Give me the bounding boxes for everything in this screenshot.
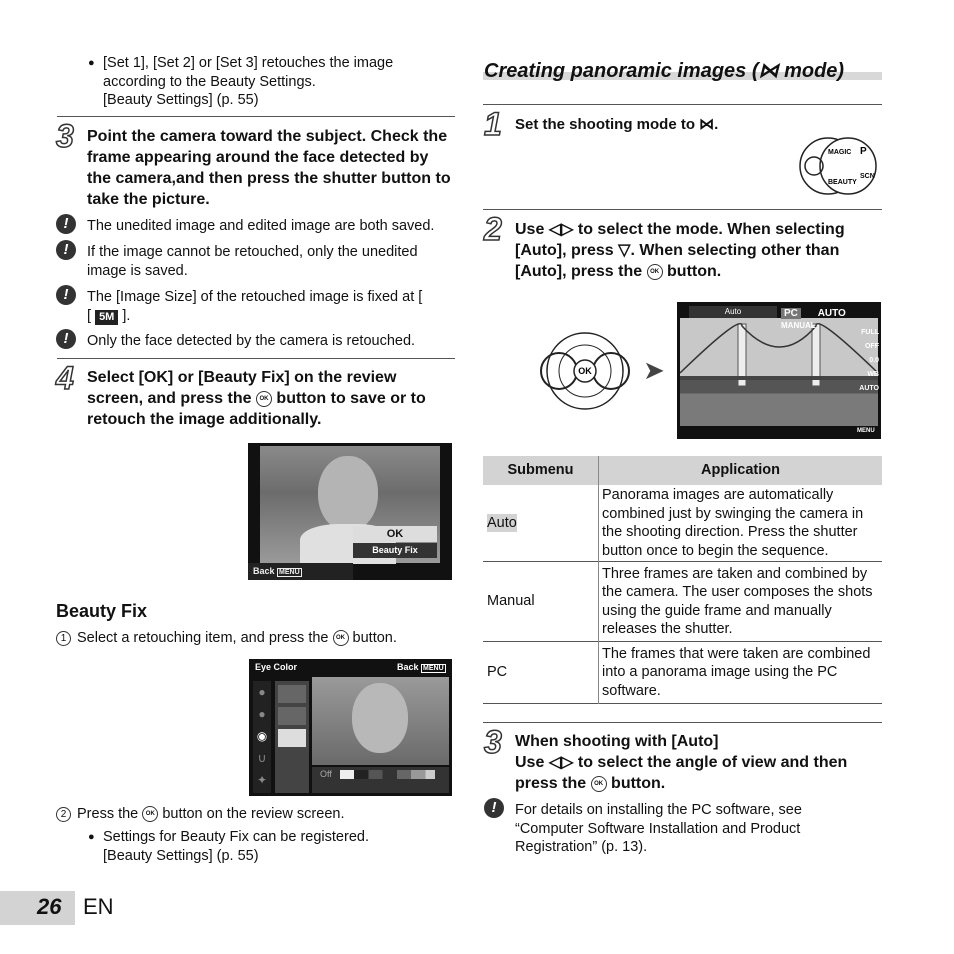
dial-label: BEAUTY <box>828 179 857 186</box>
table-row <box>483 485 882 562</box>
table-header: Application <box>701 462 780 479</box>
photo-portrait <box>312 677 449 765</box>
step-3-number: 3 <box>56 118 74 154</box>
step-3-number: 3 <box>484 724 502 760</box>
bf-step-2: 2 Press the OK button on the review screen. <box>56 805 456 824</box>
dial-label: P <box>860 146 867 157</box>
divider <box>57 116 455 117</box>
divider <box>57 358 455 359</box>
down-arrow-icon: ▽ <box>618 242 631 259</box>
ok-label: OK <box>578 366 592 376</box>
mode-auto-label[interactable]: Auto <box>689 306 777 318</box>
color-slider[interactable] <box>312 767 449 793</box>
ok-button-icon: OK <box>142 806 158 822</box>
auto-tab[interactable]: AUTO <box>817 308 846 319</box>
page-number: 26 <box>37 894 62 919</box>
section-heading: Creating panoramic images (⋈ mode) <box>484 60 845 82</box>
caution-icon: ! <box>56 240 76 260</box>
beauty-fix-screen <box>249 659 452 796</box>
beauty-fix-heading: Beauty Fix <box>56 601 148 621</box>
application-cell: Panorama images are automatically combined just by swinging the camera in the shooting direction. Press the shutter button once to begin the sequence. <box>602 487 864 559</box>
review-screen <box>248 443 452 580</box>
step-4-text: Select [OK] or [Beauty Fix] on the review screen, and press the OK button to save or to retouch the image additionally. <box>87 369 426 428</box>
back-label[interactable]: Back MENU <box>397 662 444 672</box>
beauty-fix-option[interactable]: Beauty Fix <box>353 543 437 558</box>
left-right-arrows-icon: ◁▷ <box>548 221 574 238</box>
table-row <box>483 642 882 704</box>
intro-bullet: ● [Set 1], [Set 2] or [Set 3] retouches the image according to the Beauty Settings. [Beauty Settings] (p. 55) <box>103 54 433 110</box>
step-1-number: 1 <box>484 106 502 142</box>
step-3-text: Point the camera toward the subject. Check the frame appearing around the face detected by the camera,and then press the shutter button to take the picture. <box>87 128 451 208</box>
face-shape <box>352 683 408 753</box>
submenu-cell: Manual <box>483 562 599 642</box>
ok-button-icon: OK <box>647 264 663 280</box>
submenu-table <box>483 456 882 704</box>
dial-label: SCN <box>860 173 875 180</box>
application-cell: Three frames are taken and combined by the camera. The user composes the shots using the guide frame and manually releases the shutter. <box>602 565 873 637</box>
bridge-photo <box>680 318 878 426</box>
ok-button-icon: OK <box>591 776 607 792</box>
step-1-text: Set the shooting mode to ⋈. <box>515 116 719 133</box>
language-label: EN <box>83 894 114 919</box>
camera-screen <box>677 302 881 439</box>
eye-options <box>275 681 309 793</box>
bridge-shape <box>680 318 878 426</box>
table-header: Submenu <box>483 456 599 485</box>
screen-title: Eye Color <box>255 662 298 672</box>
bf-bullet: ● Settings for Beauty Fix can be registered. [Beauty Settings] (p. 55) <box>103 828 443 865</box>
caution-icon: ! <box>484 798 504 818</box>
step-2-number: 2 <box>484 211 502 247</box>
note-1: The unedited image and edited image are both saved. <box>87 218 435 234</box>
ok-option[interactable]: OK <box>353 526 437 542</box>
divider <box>483 104 882 105</box>
back-label[interactable]: Back MENU <box>248 563 353 580</box>
panorama-icon: ⋈ <box>758 60 779 82</box>
note-4: Only the face detected by the camera is retouched. <box>87 333 416 349</box>
eye-option[interactable] <box>278 707 306 725</box>
mode-dial[interactable] <box>798 132 882 198</box>
manual-tab[interactable]: MANUAL <box>781 321 816 330</box>
arrow-pad[interactable] <box>535 330 635 412</box>
caution-icon: ! <box>56 285 76 305</box>
mode-tabs <box>781 308 871 330</box>
divider <box>483 209 882 210</box>
off-label: Off <box>320 769 332 779</box>
face-shape <box>318 456 378 531</box>
caution-icon: ! <box>56 329 76 349</box>
eye-option[interactable] <box>278 685 306 703</box>
caution-icon: ! <box>56 214 76 234</box>
pc-software-note: For details on installing the PC software, see “Computer Software Installation and Product Registration” (p. 13). <box>515 802 802 855</box>
item-sidebar: ● ● ◉ ∪ ✦ <box>253 681 271 793</box>
side-icons: FULL OFF 0.0 WB AUTO <box>859 329 879 392</box>
step-3-text: When shooting with [Auto] Use ◁▷ to select the angle of view and then press the OK button. <box>515 733 848 792</box>
pc-tab[interactable]: PC <box>781 308 801 319</box>
note-2: If the image cannot be retouched, only the unedited image is saved. <box>87 244 418 279</box>
image-size-icon: 5M <box>95 310 118 325</box>
panorama-icon: ⋈ <box>699 116 715 133</box>
color-swatches[interactable] <box>340 770 435 779</box>
step-2-text: Use ◁▷ to select the mode. When selecting [Auto], press ▽. When selecting other than [Auto], press the OK button. <box>515 221 845 280</box>
submenu-cell: Auto <box>487 514 517 531</box>
divider <box>483 722 882 723</box>
application-cell: The frames that were taken are combined into a panorama image using the PC software. <box>602 645 871 699</box>
ok-button-icon: OK <box>256 391 272 407</box>
arrow-right-icon: ➤ <box>643 355 665 385</box>
ok-button-icon: OK <box>333 630 349 646</box>
table-row <box>483 562 882 642</box>
eye-option-selected[interactable] <box>278 729 306 747</box>
step-4-number: 4 <box>56 360 74 396</box>
submenu-cell: PC <box>483 642 599 704</box>
note-3: The [Image Size] of the retouched image is fixed at [ [ 5M ]. <box>87 289 423 324</box>
bf-step-1: 1 Select a retouching item, and press the OK button. <box>56 629 456 648</box>
left-right-arrows-icon: ◁▷ <box>548 754 574 771</box>
menu-label[interactable]: MENU <box>857 428 875 434</box>
dial-label: MAGIC <box>828 149 852 156</box>
